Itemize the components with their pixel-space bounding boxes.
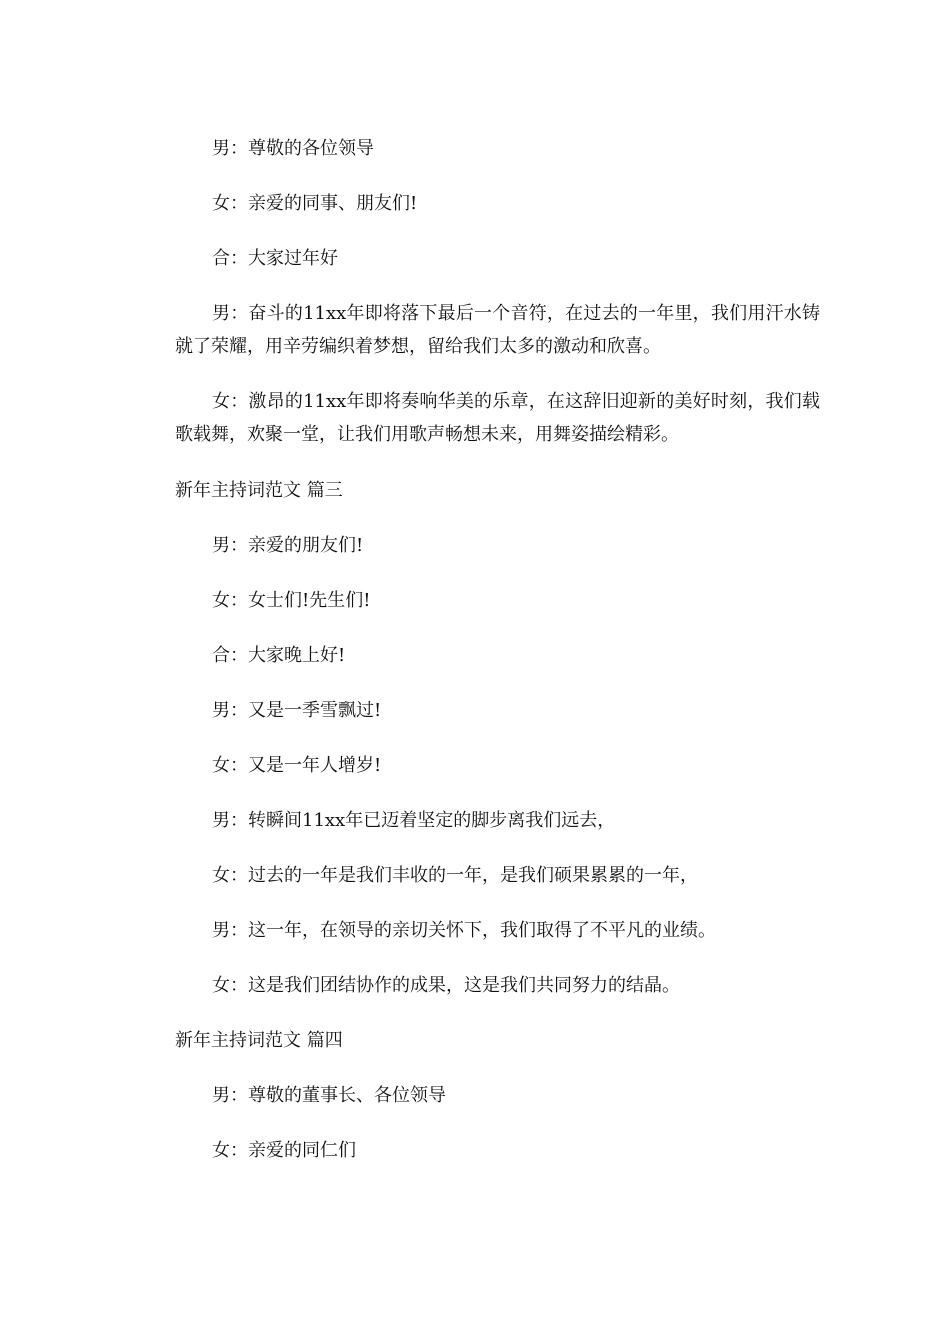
paragraph-9: 男：又是一季雪飘过! xyxy=(212,700,382,721)
paragraph-13: 男：这一年，在领导的亲切关怀下，我们取得了不平凡的业绩。 xyxy=(212,920,716,941)
paragraph-12: 女：过去的一年是我们丰收的一年，是我们硕果累累的一年， xyxy=(212,865,698,886)
paragraph-1: 男：尊敬的各位领导 xyxy=(212,138,374,159)
paragraph-15: 男：尊敬的董事长、各位领导 xyxy=(212,1085,446,1106)
paragraph-7: 女：女士们!先生们! xyxy=(212,590,371,611)
section-heading-3: 新年主持词范文 篇三 xyxy=(175,480,343,501)
paragraph-4: 男：奋斗的11xx年即将落下最后一个音符，在过去的一年里，我们用汗水铸就了荣耀，用辛劳编织着梦想，留给我们太多的激动和欣喜。 xyxy=(175,303,820,357)
paragraph-3: 合：大家过年好 xyxy=(212,248,338,269)
paragraph-5: 女：激昂的11xx年即将奏响华美的乐章，在这辞旧迎新的美好时刻，我们载歌载舞，欢聚一堂，让我们用歌声畅想未来，用舞姿描绘精彩。 xyxy=(175,391,820,445)
paragraph-16: 女：亲爱的同仁们 xyxy=(212,1140,356,1161)
paragraph-10: 女：又是一年人增岁! xyxy=(212,755,382,776)
paragraph-11: 男：转瞬间11xx年已迈着坚定的脚步离我们远去， xyxy=(212,810,616,831)
paragraph-14: 女：这是我们团结协作的成果，这是我们共同努力的结晶。 xyxy=(212,975,680,996)
paragraph-8: 合：大家晚上好! xyxy=(212,645,346,666)
paragraph-2: 女：亲爱的同事、朋友们! xyxy=(212,193,418,214)
section-heading-4: 新年主持词范文 篇四 xyxy=(175,1030,343,1051)
paragraph-6: 男：亲爱的朋友们! xyxy=(212,535,364,556)
